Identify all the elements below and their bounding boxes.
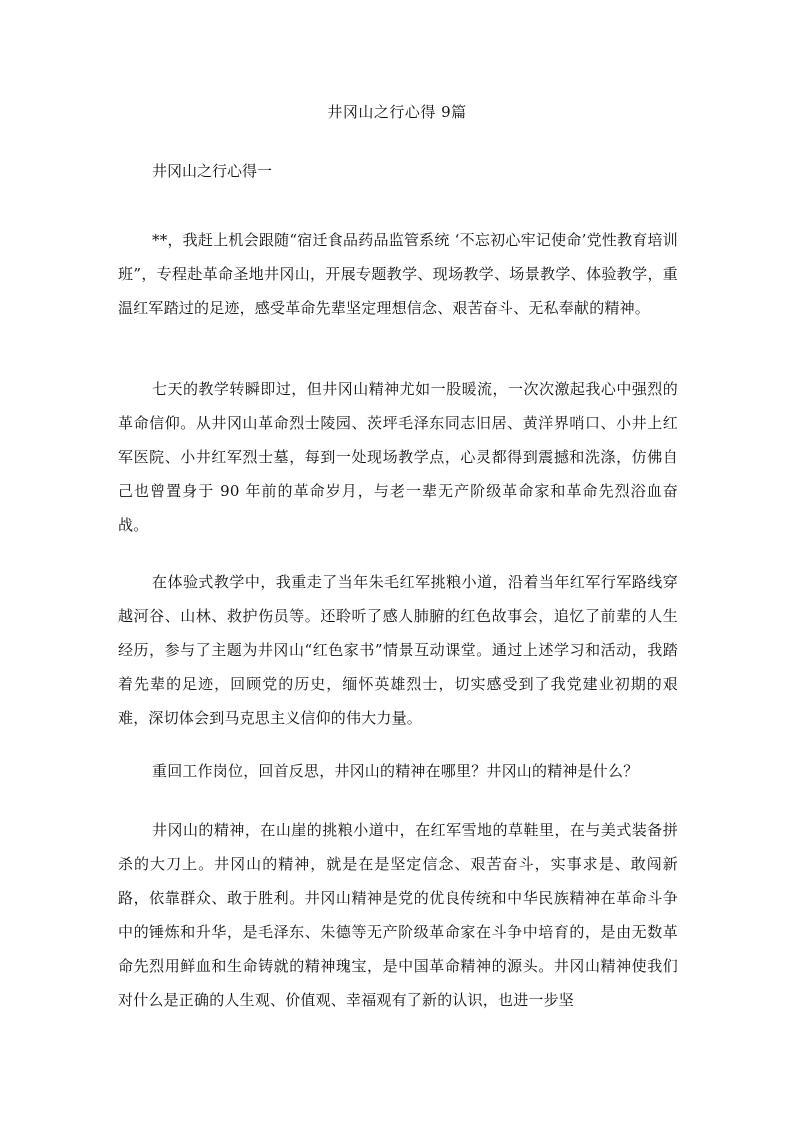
paragraph-4: 重回工作岗位，回首反思，井冈山的精神在哪里？井冈山的精神是什么？ [152,762,639,780]
paragraph-1: **，我赶上机会跟随“宿迁食品药品监管系统 ‘不忘初心牢记使命’党性教育培训班”，专程赴革命圣地井冈山，开展专题教学、现场教学、场景教学、体验教学，重温红军踏过的足迹，感受革命先辈坚定理想信念、艰苦奋斗、无私奉献的精神。 [118,231,678,317]
paragraph-5: 井冈山的精神，在山崖的挑粮小道中，在红军雪地的草鞋里，在与美式装备拼杀的大刀上。井冈山的精神，就是在是坚定信念、艰苦奋斗，实事求是、敢闯新路，依靠群众、敢于胜利。井冈山精神是党的优良传统和中华民族精神在革命斗争中的锤炼和升华，是毛泽东、朱德等无产阶级革命家在斗争中培育的，是由无数革命先烈用鲜血和生命铸就的精神瑰宝，是中国革命精神的源头。井冈山精神使我们对什么是正确的人生观、价值观、幸福观有了新的认识，也进一步坚 [118,821,678,1009]
document-title: 井冈山之行心得 9篇 [327,103,467,121]
section-heading: 井冈山之行心得一 [152,162,273,180]
paragraph-3: 在体验式教学中，我重走了当年朱毛红军挑粮小道，沿着当年红军行军路线穿越河谷、山林、救护伤员等。还聆听了感人肺腑的红色故事会，追忆了前辈的人生经历，参与了主题为井冈山“红色家书”情景互动课堂。通过上述学习和活动，我踏着先辈的足迹，回顾党的历史，缅怀英雄烈士，切实感受到了我党建业初期的艰难，深切体会到马克思主义信仰的伟大力量。 [118,573,678,727]
paragraph-2: 七天的教学转瞬即过，但井冈山精神尤如一股暖流，一次次激起我心中强烈的革命信仰。从井冈山革命烈士陵园、茨坪毛泽东同志旧居、黄洋界哨口、小井上红军医院、小井红军烈士墓，每到一处现场教学点，心灵都得到震撼和洗涤，仿佛自己也曾置身于 90 年前的革命岁月，与老一辈无产阶级革命家和革命先烈浴血奋战。 [118,380,678,534]
